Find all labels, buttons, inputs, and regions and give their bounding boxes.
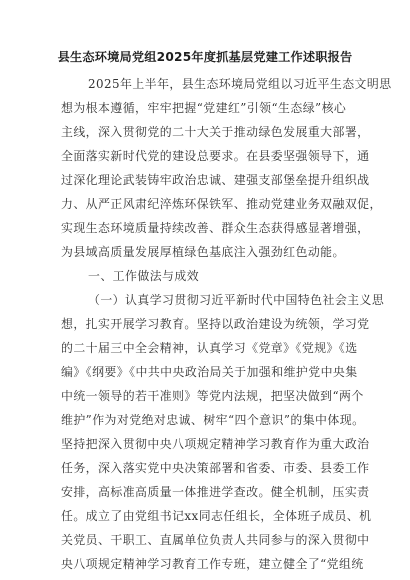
section-heading: 一、工作做法与成效 (88, 269, 200, 283)
paragraph-line: 主线，深入贯彻党的二十大关于推动绿色发展重大部署， (61, 125, 370, 139)
paragraph-line: 坚持把深入贯彻中央八项规定精神学习教育作为重大政治 (61, 437, 370, 451)
paragraph-line: 任务，深入落实党中央决策部署和省委、市委、县委工作 (61, 461, 370, 475)
paragraph-line: 维护”作为对党绝对忠诚、树牢“四个意识”的集中体现。 (61, 413, 365, 427)
paragraph-line: 央八项规定精神学习教育工作专班，建立健全了“党组统 (61, 557, 364, 571)
paragraph-line: 关党员、干职工、直属单位负责人共同参与的深入贯彻中 (61, 533, 370, 547)
paragraph-line: 的二十届三中全会精神，认真学习《党章》《党规》《选 (61, 341, 358, 355)
paragraph-line: 力、从严正风肃纪淬炼环保铁军、推动党建业务双融双促， (61, 197, 382, 211)
paragraph-line: 为县域高质量发展厚植绿色基底注入强劲红色动能。 (61, 245, 345, 259)
paragraph-line: 中统一领导的若干准则》等党内法规，把坚决做到“两个 (61, 389, 364, 403)
paragraph-line: 全面落实新时代党的建设总要求。在县委坚强领导下，通 (61, 149, 370, 163)
paragraph-line: 过深化理论武装铸牢政治忠诚、建强支部堡垒提升组织战 (61, 173, 370, 187)
paragraph-line: （一）认真学习贯彻习近平新时代中国特色社会主义思 (88, 293, 385, 307)
paragraph-line: 实现生态环境质量持续改善、群众生态获得感显著增强， (61, 221, 370, 235)
paragraph-line: 想为根本遵循，牢牢把握“党建红”引领“生态绿”核心 (61, 101, 347, 115)
paragraph-line: 编》《纲要》《中共中央政治局关于加强和维护党中央集 (61, 365, 358, 379)
paragraph-line: 2025年上半年，县生态环境局党组以习近平生态文明思 (88, 77, 392, 91)
paragraph-line: 任。成立了由党组书记xx同志任组长，全体班子成员、机 (61, 509, 372, 523)
document-title: 县生态环境局党组2025年度抓基层党建工作述职报告 (57, 50, 353, 64)
paragraph-line: 安排，高标准高质量一体推进学查改。健全机制，压实责 (61, 485, 370, 499)
paragraph-line: 想，扎实开展学习教育。坚持以政治建设为统领，学习党 (61, 317, 370, 331)
